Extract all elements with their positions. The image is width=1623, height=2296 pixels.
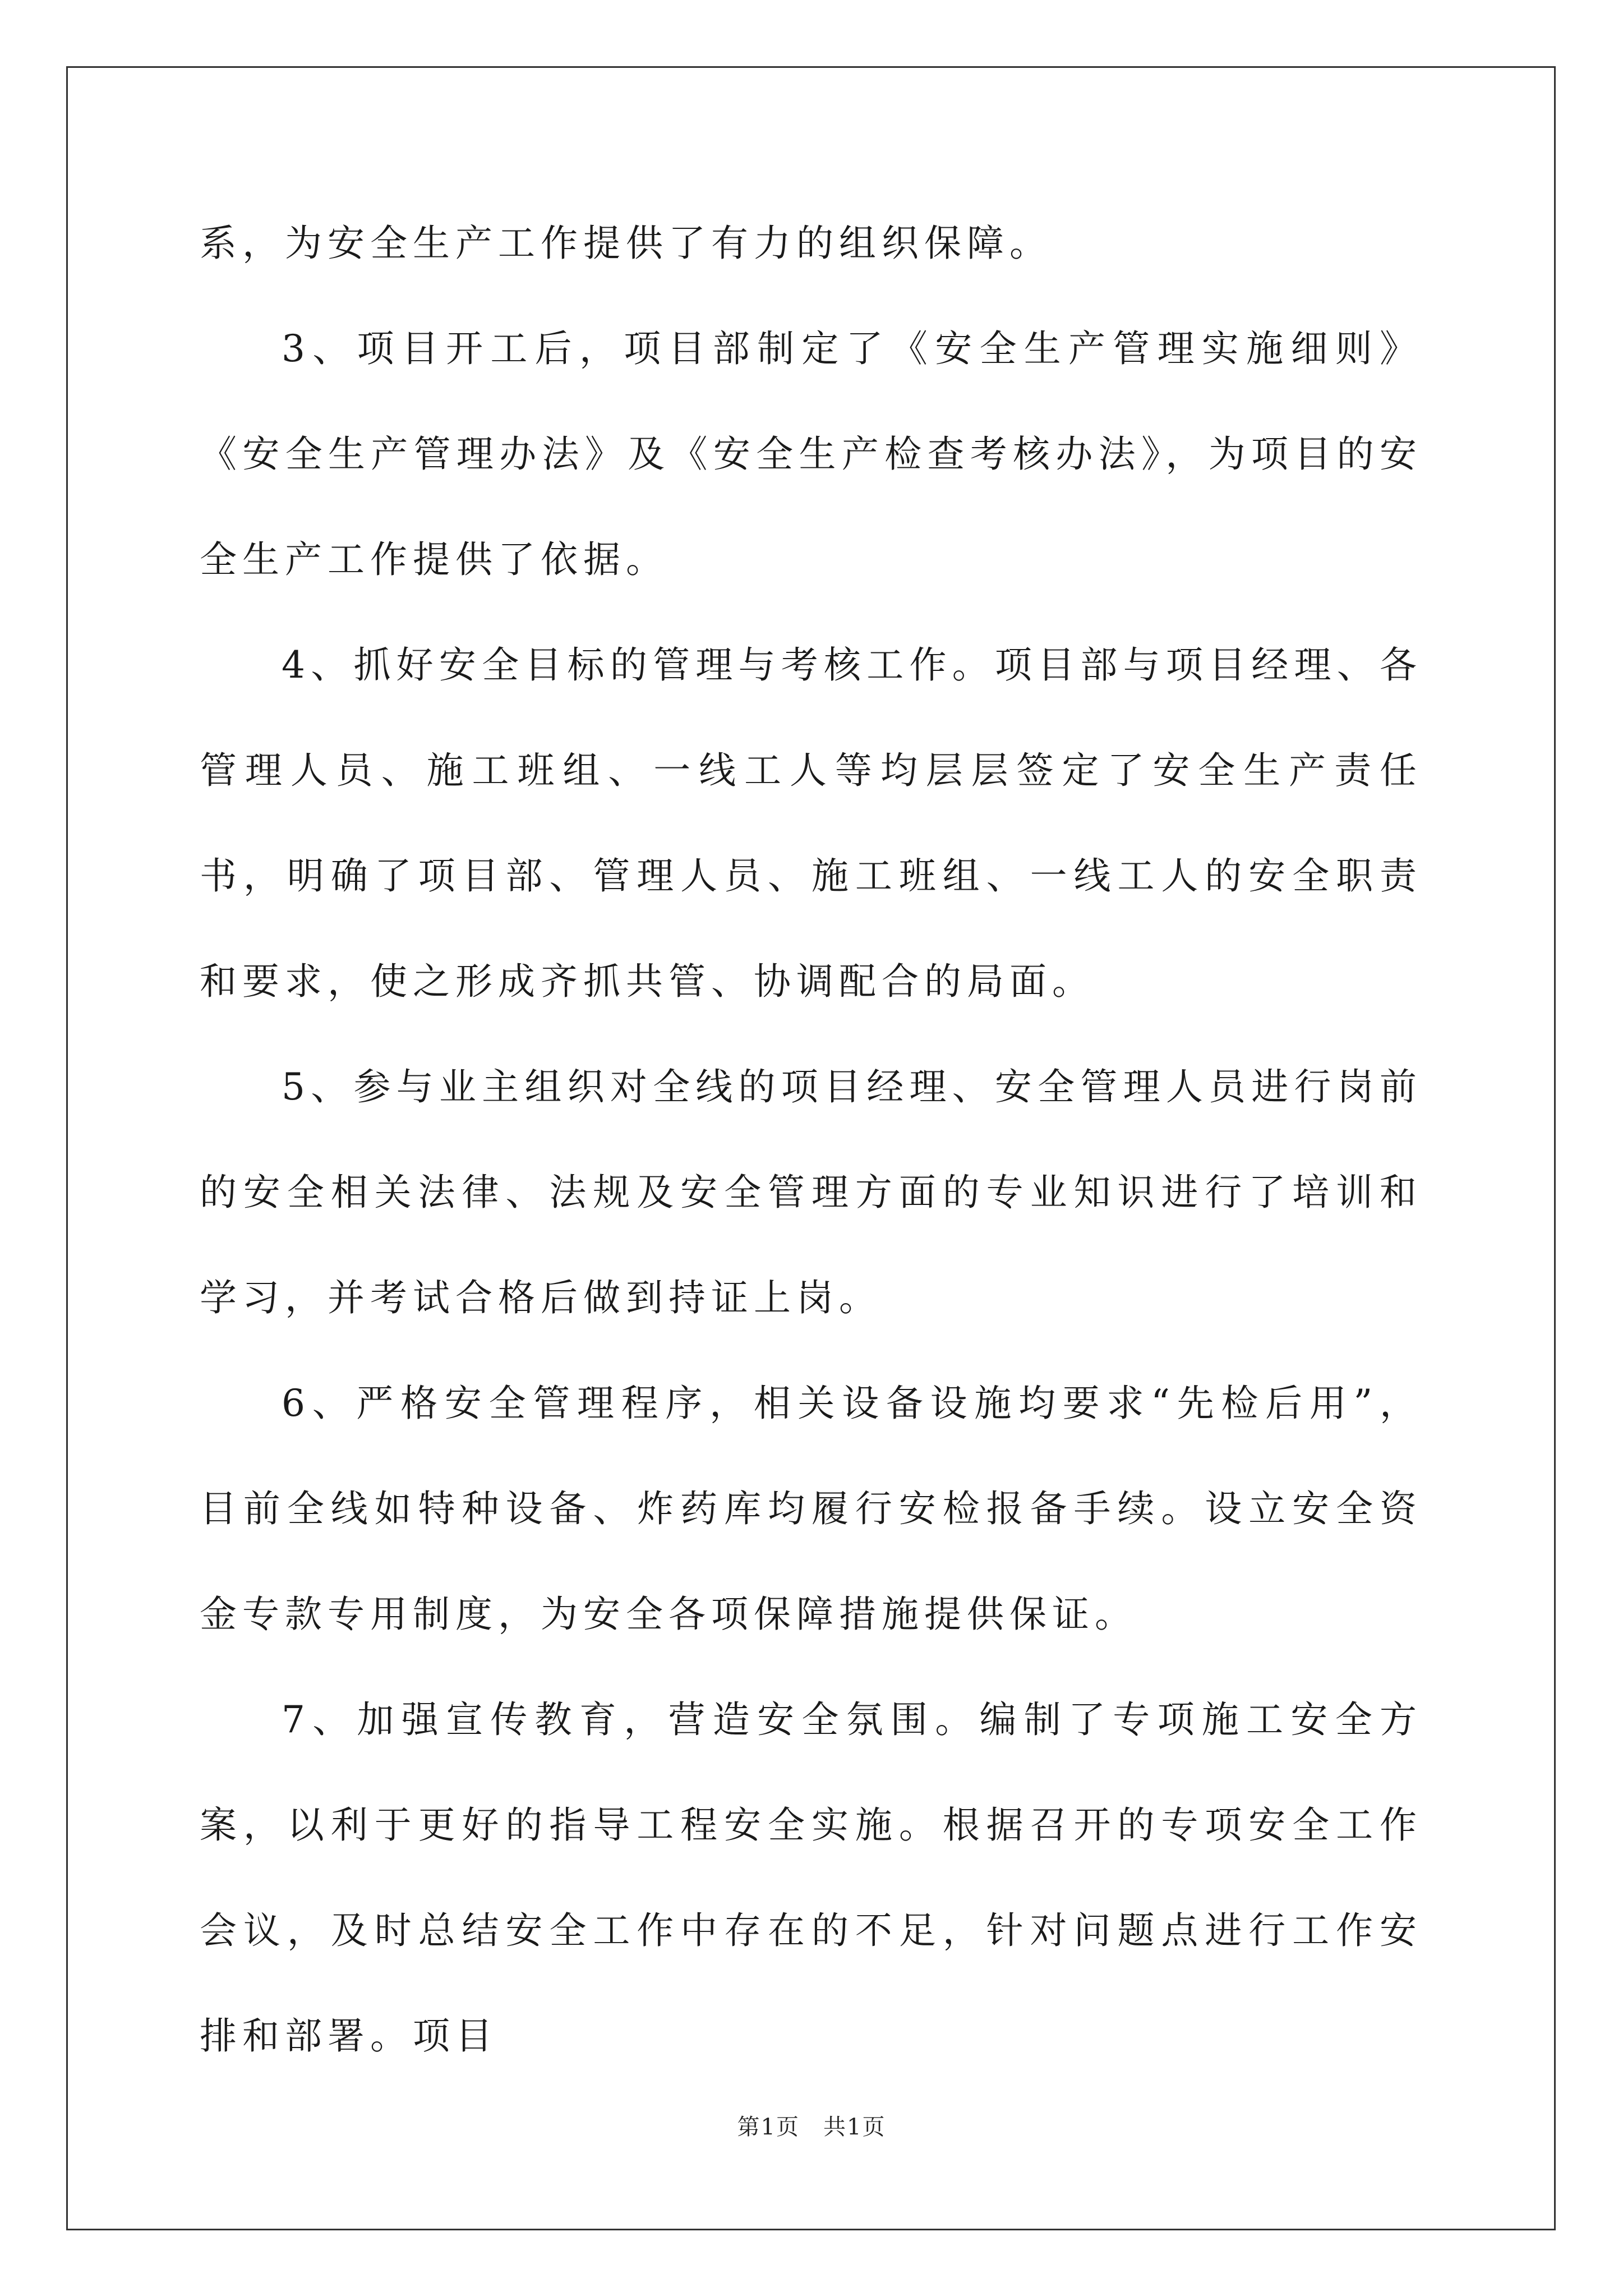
paragraph-continuation: 系，为安全生产工作提供了有力的组织保障。 [200, 222, 1052, 265]
page-footer: 第1页 共1页 [737, 2114, 886, 2140]
paragraph-item-5: 5、参与业主组织对全线的项目经理、安全管理人员进行岗前的安全相关法律、法规及安全管理方面的专业知识进行了培训和学习，并考试合格后做到持证上岗。 [200, 1065, 1422, 1319]
paragraph-item-4: 4、抓好安全目标的管理与考核工作。项目部与项目经理、各管理人员、施工班组、一线工人等均层层签定了安全生产责任书，明确了项目部、管理人员、施工班组、一线工人的安全职责和要求，使之形成齐抓共管、协调配合的局面。 [200, 643, 1422, 1003]
paragraph-item-6: 6、严格安全管理程序，相关设备设施均要求“先检后用”，目前全线如特种设备、炸药库均履行安检报备手续。设立安全资金专款专用制度，为安全各项保障措施提供保证。 [200, 1382, 1422, 1636]
paragraph-item-3: 3、项目开工后，项目部制定了《安全生产管理实施细则》《安全生产管理办法》及《安全生产检查考核办法》，为项目的安全生产工作提供了依据。 [200, 327, 1422, 581]
document-body [200, 191, 1422, 2089]
paragraph-item-7: 7、加强宣传教育，营造安全氛围。编制了专项施工安全方案，以利于更好的指导工程安全实施。根据召开的专项安全工作会议，及时总结安全工作中存在的不足，针对问题点进行工作安排和部署。项目 [200, 1698, 1422, 2058]
